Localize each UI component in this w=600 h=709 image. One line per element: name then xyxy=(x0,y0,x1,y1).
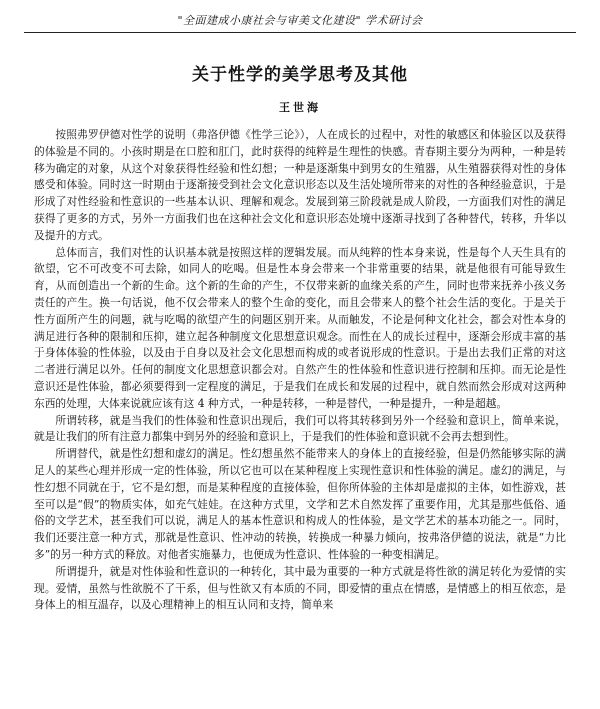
paragraph: 所谓替代，就是性幻想和虚幻的满足。性幻想虽然不能带来人的身体上的直接经验，但是仍然能够实际的满足人的某些心理并形成一定的性体验，所以它也可以在某种程度上实现性意识和性体验的满足。虚幻的满足，与性幻想不同就在于，它不是幻想，而是某种程度的直接体验，但你所体验的主体却是虚拟的主体，如性游戏，甚至可以是“假”的物质实体，如充气娃娃。在这种方式里，文学和艺术自然发挥了重要作用，尤其是那些低俗、通俗的文学艺术，甚至我们可以说，满足人的基本性意识和构成人的性体验，是文学艺术的基本功能之一。同时，我们还要注意一种方式，那就是性意识、性冲动的转换，转换成一种暴力倾向，按弗洛伊德的说法，就是“力比多”的另一种方式的释放。对他者实施暴力，也便成为性意识、性体验的一种变相满足。 xyxy=(34,447,566,561)
article-body xyxy=(34,127,566,614)
running-header: "全面建成小康社会与审美文化建设" 学术研讨会 xyxy=(177,14,423,27)
paragraph: 总体而言，我们对性的认识基本就是按照这样的逻辑发展。而从纯粹的性本身来说，性是每个人天生具有的欲望，它不可改变不可去除，如同人的吃喝。但是性本身会带来一个非常重要的结果，就是他很有可能导致生育，从而创造出一个新的生命。这个新的生命的产生，不仅带来新的血缘关系的产生，同时也带来抚养小孩义务责任的产生。换一句话说，他不仅会带来人的整个生命的变化，而且会带来人的整个社会生活的变化。于是关于性方面所产生的问题，就与吃喝的欲望产生的问题区别开来。从而触发，不论是何种文化社会，都会对性本身的满足进行各种的限制和压抑，建立起各种制度文化思想意识观念。而性在人的成长过程中，逐渐会形成丰富的基于身体体验的性体验，以及由于自身以及社会文化思想而构成的或者说形成的性意识。于是出去我们正常的对这二者进行满足以外。任何的制度文化思想意识都会对。自然产生的性体验和性意识进行控制和压抑。而无论是性意识还是性体验，都必须要得到一定程度的满足，于是我们在成长和发展的过程中，就自然而然会形成对这两种东西的处理，大体来说就应该有这 4 种方式，一种是转移，一种是替代，一种是提升，一种是超越。 xyxy=(34,245,566,410)
header-rule xyxy=(24,32,576,33)
page-title: 关于性学的美学思考及其他 xyxy=(192,65,408,85)
paragraph: 按照弗罗伊德对性学的说明（弗洛伊德《性学三论》），人在成长的过程中，对性的敏感区和体验区以及获得的体验是不同的。小孩时期是在口腔和肛门，此时获得的纯粹是生理性的快感。青春期主要分为两种，一种是转移为确定的对象，从这个对象获得性经验和性幻想；一种是逐渐集中到男女的生殖器，从生殖器获得对性的身体感受和体验。同时这一时期由于逐渐接受到社会文化意识形态以及生活处境所带来的对性的各种经验意识，于是形成了对性经验和性意识的一些基本认识、理解和观念。发展到第三阶段就是成人阶段，一方面我们对性的满足获得了更多的方式，另外一方面我们也在这种社会文化和意识形态处境中逐渐寻找到了各种替代，转移，升华以及提升的方式。 xyxy=(34,128,566,242)
paragraph: 所谓转移，就是当我们的性体验和性意识出现后，我们可以将其转移到另外一个经验和意识上，简单来说，就是让我们的所有注意力都集中到另外的经验和意识上，于是我们的性体验和意识就不会再去想到性。 xyxy=(34,413,566,444)
paragraph: 所谓提升，就是对性体验和性意识的一种转化，其中最为重要的一种方式就是将性欲的满足转化为爱情的实现。爱情，虽然与性欲脱不了干系，但与性欲又有本质的不同，即爱情的重点在情感，是情感上的相互依恋，是身体上的相互温存，以及心理精神上的相互认同和支持，简单来 xyxy=(34,564,566,612)
author: 王世海 xyxy=(279,101,321,114)
